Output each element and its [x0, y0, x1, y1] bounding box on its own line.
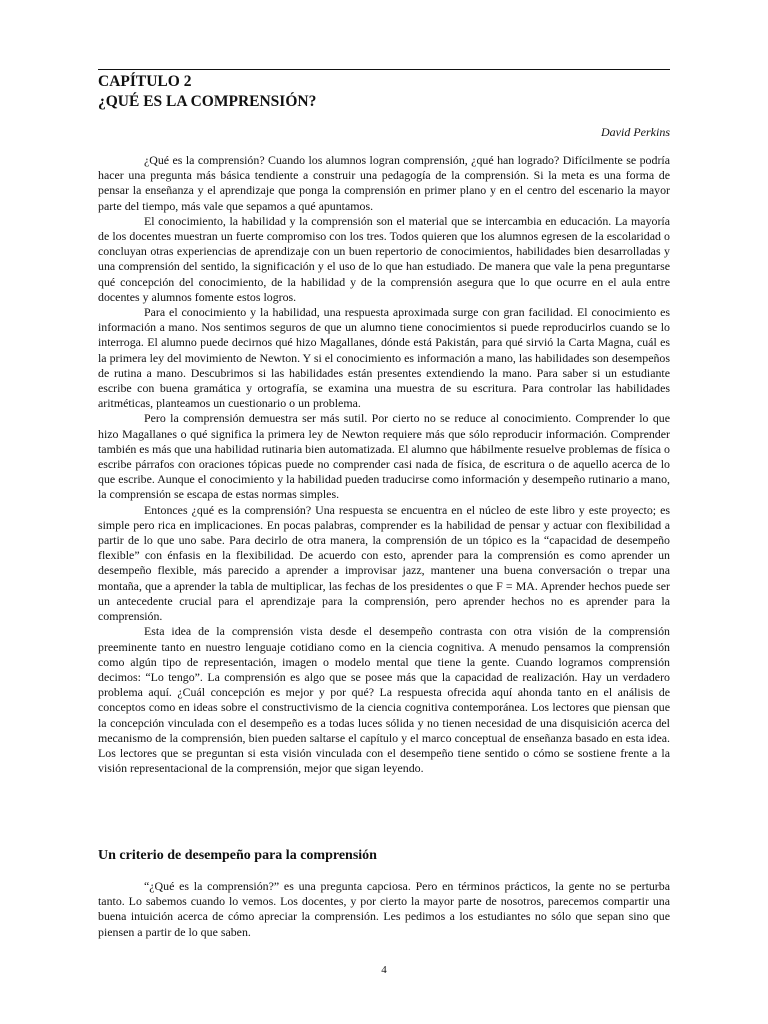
page-number: 4	[381, 964, 387, 976]
paragraph: “¿Qué es la comprensión?” es una pregunta capciosa. Pero en términos prácticos, la gente no se perturba tanto. Lo sabemos cuando lo vemos. Los docentes, y por cierto la mayor parte de nosotros, parecemos compartir una buena intuición acerca de cómo apreciar la comprensión. Les pedimos a los estudiantes no sólo que sepan sino que piensen a partir de lo que saben.	[98, 879, 670, 939]
paragraph: Pero la comprensión demuestra ser más sutil. Por cierto no se reduce al conocimiento. Comprender lo que hizo Magallanes o qué significa la primera ley de Newton requiere más que sólo reproducir información. Comprender también es más que una habilidad rutinaria bien automatizada. El alumno que hábilmente resuelve problemas de física o escribe párrafos con oraciones tópicas puede no comprender casi nada de física, de escritura o de aquello acerca de lo que escribe. Aunque el conocimiento y la habilidad pueden traducirse como información y desempeño rutinario a mano, la comprensión se escapa de estas normas simples.	[98, 411, 670, 502]
section-body-text	[98, 879, 670, 940]
paragraph: Esta idea de la comprensión vista desde el desempeño contrasta con otra visión de la comprensión preeminente tanto en nuestro lenguaje cotidiano como en la ciencia cognitiva. A menudo pensamos la comprensión como algún tipo de representación, imagen o modelo mental que tiene la gente. Cuando logramos comprensión decimos: “Lo tengo”. La comprensión es algo que se posee más que la capacidad de realización. Hay un verdadero problema aquí. ¿Cuál concepción es mejor y por qué? La respuesta ofrecida aquí ahonda tanto en el análisis de conceptos como en ideas sobre el constructivismo de la ciencia cognitiva contemporánea. Los lectores que piensan que la concepción vinculada con el desempeño es a todas luces sólida y no tienen necesidad de una disquisición acerca del mecanismo de la comprensión, bien pueden saltarse el capítulo y el marco conceptual de enseñanza basado en esta idea. Los lectores que se preguntan si esta visión vinculada con el desempeño tiene sentido o cómo se sostiene frente a la visión representacional de la comprensión, mejor que sigan leyendo.	[98, 624, 670, 776]
chapter-heading	[98, 72, 670, 112]
section-heading: Un criterio de desempeño para la comprensión	[98, 848, 377, 863]
paragraph: Para el conocimiento y la habilidad, una respuesta aproximada surge con gran facilidad. El conocimiento es información a mano. Nos sentimos seguros de que un alumno tiene conocimientos si puede reproducirlos cuando se lo interroga. El alumno puede decirnos qué hizo Magallanes, dónde está Pakistán, para qué sirvió la Carta Magna, cuál es la primera ley del movimiento de Newton. Y si el conocimiento es información a mano, las habilidades son desempeños de rutina a mano. Descubrimos si las habilidades están presentes extendiendo la mano. Para saber si un estudiante escribe con buena gramática y ortografía, se examina una muestra de su escritura. Para controlar las habilidades aritméticas, planteamos un cuestionario o un problema.	[98, 305, 670, 411]
header-rule	[98, 69, 670, 70]
body-text	[98, 153, 670, 776]
author-name: David Perkins	[601, 125, 670, 139]
chapter-title: ¿QUÉ ES LA COMPRENSIÓN?	[98, 93, 317, 110]
chapter-label: CAPÍTULO 2	[98, 73, 192, 90]
paragraph: Entonces ¿qué es la comprensión? Una respuesta se encuentra en el núcleo de este libro y este proyecto; es simple pero rica en implicaciones. En pocas palabras, comprender es la habilidad de pensar y actuar con flexibilidad a partir de lo que uno sabe. Para decirlo de otra manera, la comprensión de un tópico es la “capacidad de desempeño flexible” con énfasis en la flexibilidad. De acuerdo con esto, aprender para la comprensión es como aprender un desempeño flexible, más parecido a aprender a improvisar jazz, mantener una buena conversación o trepar una montaña, que a aprender la tabla de multiplicar, las fechas de los presidentes o que F = MA. Aprender hechos puede ser un antecedente crucial para el aprendizaje para la comprensión, pero aprender hechos no es aprender para la comprensión.	[98, 502, 670, 624]
paragraph: ¿Qué es la comprensión? Cuando los alumnos logran comprensión, ¿qué han logrado? Difícilmente se podría hacer una pregunta más básica tendiente a construir una pedagogía de la comprensión. Si la meta es una forma de pensar la enseñanza y el aprendizaje que ponga la comprensión en primer plano y en el centro del escenario la mayor parte del tiempo, más vale que sepamos a qué apuntamos.	[98, 153, 670, 213]
paragraph: El conocimiento, la habilidad y la comprensión son el material que se intercambia en educación. La mayoría de los docentes muestran un fuerte compromiso con los tres. Todos quieren que los alumnos egresen de la escolaridad o concluyan otras experiencias de aprendizaje con un buen repertorio de conocimientos, habilidades bien desarrolladas y una comprensión del sentido, la significación y el uso de lo que han estudiado. De manera que vale la pena preguntarse qué concepción del conocimiento, de la habilidad y de la comprensión asegura que lo que ocurre en el aula entre docentes y alumnos fomente estos logros.	[98, 213, 670, 304]
